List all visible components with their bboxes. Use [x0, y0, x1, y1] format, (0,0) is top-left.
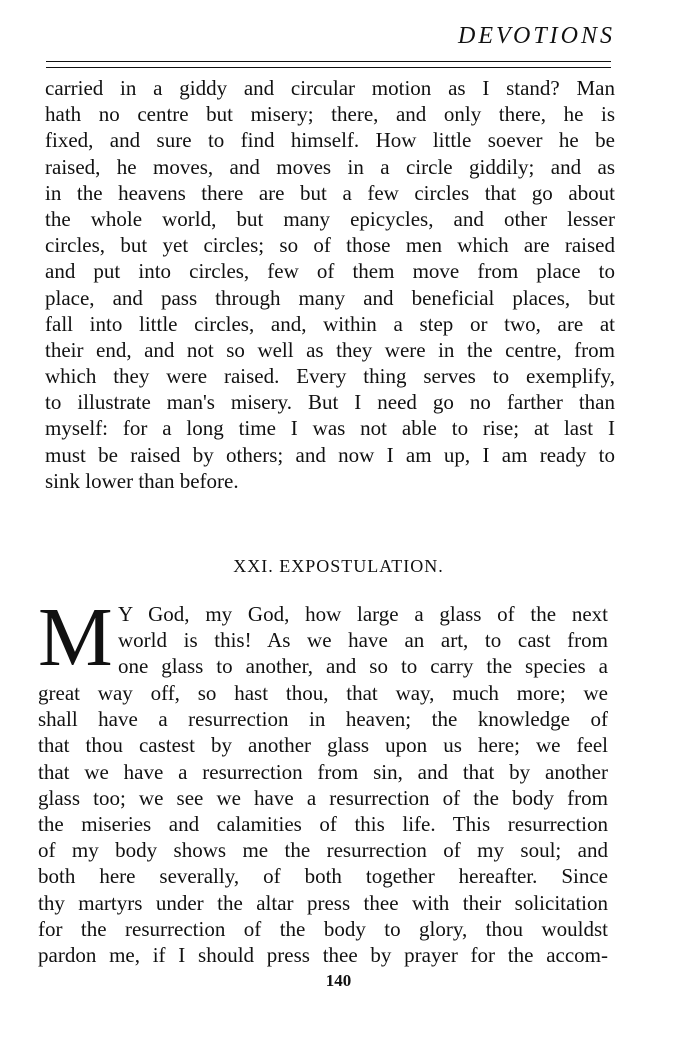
text-line: great way off, so hast thou, that way, much more; we — [38, 681, 608, 705]
text-line: circles, but yet circles; so of those men which are raised — [45, 233, 615, 258]
text-line: place, and pass through many and beneficial places, but — [45, 285, 615, 310]
text-line: both here severally, of both together hereafter. Since — [38, 864, 608, 889]
text-line: shall have a resurrection in heaven; the knowledge of — [38, 707, 608, 732]
text-line: their end, and not so well as they were in the centre, from — [45, 337, 615, 362]
text-line: Y God, my God, how large a glass of the next — [118, 602, 608, 626]
page-number: 140 — [325, 971, 352, 990]
text-line: which they were raised. Every thing serves to exemplify, — [45, 364, 615, 389]
drop-cap: M — [38, 591, 113, 684]
text-line: that we have a resurrection from sin, and that by another — [38, 759, 608, 784]
text-line: raised, he moves, and moves in a circle giddily; and as — [45, 154, 615, 179]
paragraph-2-indented — [118, 601, 608, 680]
section-heading: XXI. EXPOSTULATION. — [233, 556, 444, 576]
header-rule-bottom — [46, 67, 611, 68]
text-line: world is this! As we have an art, to cast from — [118, 628, 608, 653]
text-line: to illustrate man's misery. But I need go no farther than — [45, 390, 615, 415]
text-line: carried in a giddy and circular motion as I stand? Man — [45, 76, 615, 100]
text-line: in the heavens there are but a few circles that go about — [45, 180, 615, 205]
text-line: must be raised by others; and now I am up, I am ready to — [45, 442, 615, 467]
running-head: DEVOTIONS — [458, 23, 615, 49]
text-line: of my body shows me the resurrection of my soul; and — [38, 838, 608, 863]
text-line: the miseries and calamities of this life. This resurrection — [38, 811, 608, 836]
text-line: and put into circles, few of them move from place to — [45, 259, 615, 284]
text-line: pardon me, if I should press thee by prayer for the accom- — [38, 942, 608, 967]
header-rule-top — [46, 61, 611, 62]
paragraph-1 — [45, 75, 615, 494]
text-line: hath no centre but misery; there, and only there, he is — [45, 102, 615, 127]
paragraph-2 — [38, 680, 608, 968]
text-line: myself: for a long time I was not able to rise; at last I — [45, 416, 615, 441]
text-line: fixed, and sure to find himself. How little soever he be — [45, 128, 615, 153]
text-line: that thou castest by another glass upon us here; we feel — [38, 733, 608, 758]
text-line: one glass to another, and so to carry the species a — [118, 654, 608, 679]
text-line: thy martyrs under the altar press thee with their solicitation — [38, 890, 608, 915]
text-line: sink lower than before. — [45, 468, 239, 493]
text-line: the whole world, but many epicycles, and other lesser — [45, 206, 615, 231]
text-line: for the resurrection of the body to glory, thou wouldst — [38, 916, 608, 941]
text-line: glass too; we see we have a resurrection of the body from — [38, 785, 608, 810]
text-line: fall into little circles, and, within a step or two, are at — [45, 311, 615, 336]
